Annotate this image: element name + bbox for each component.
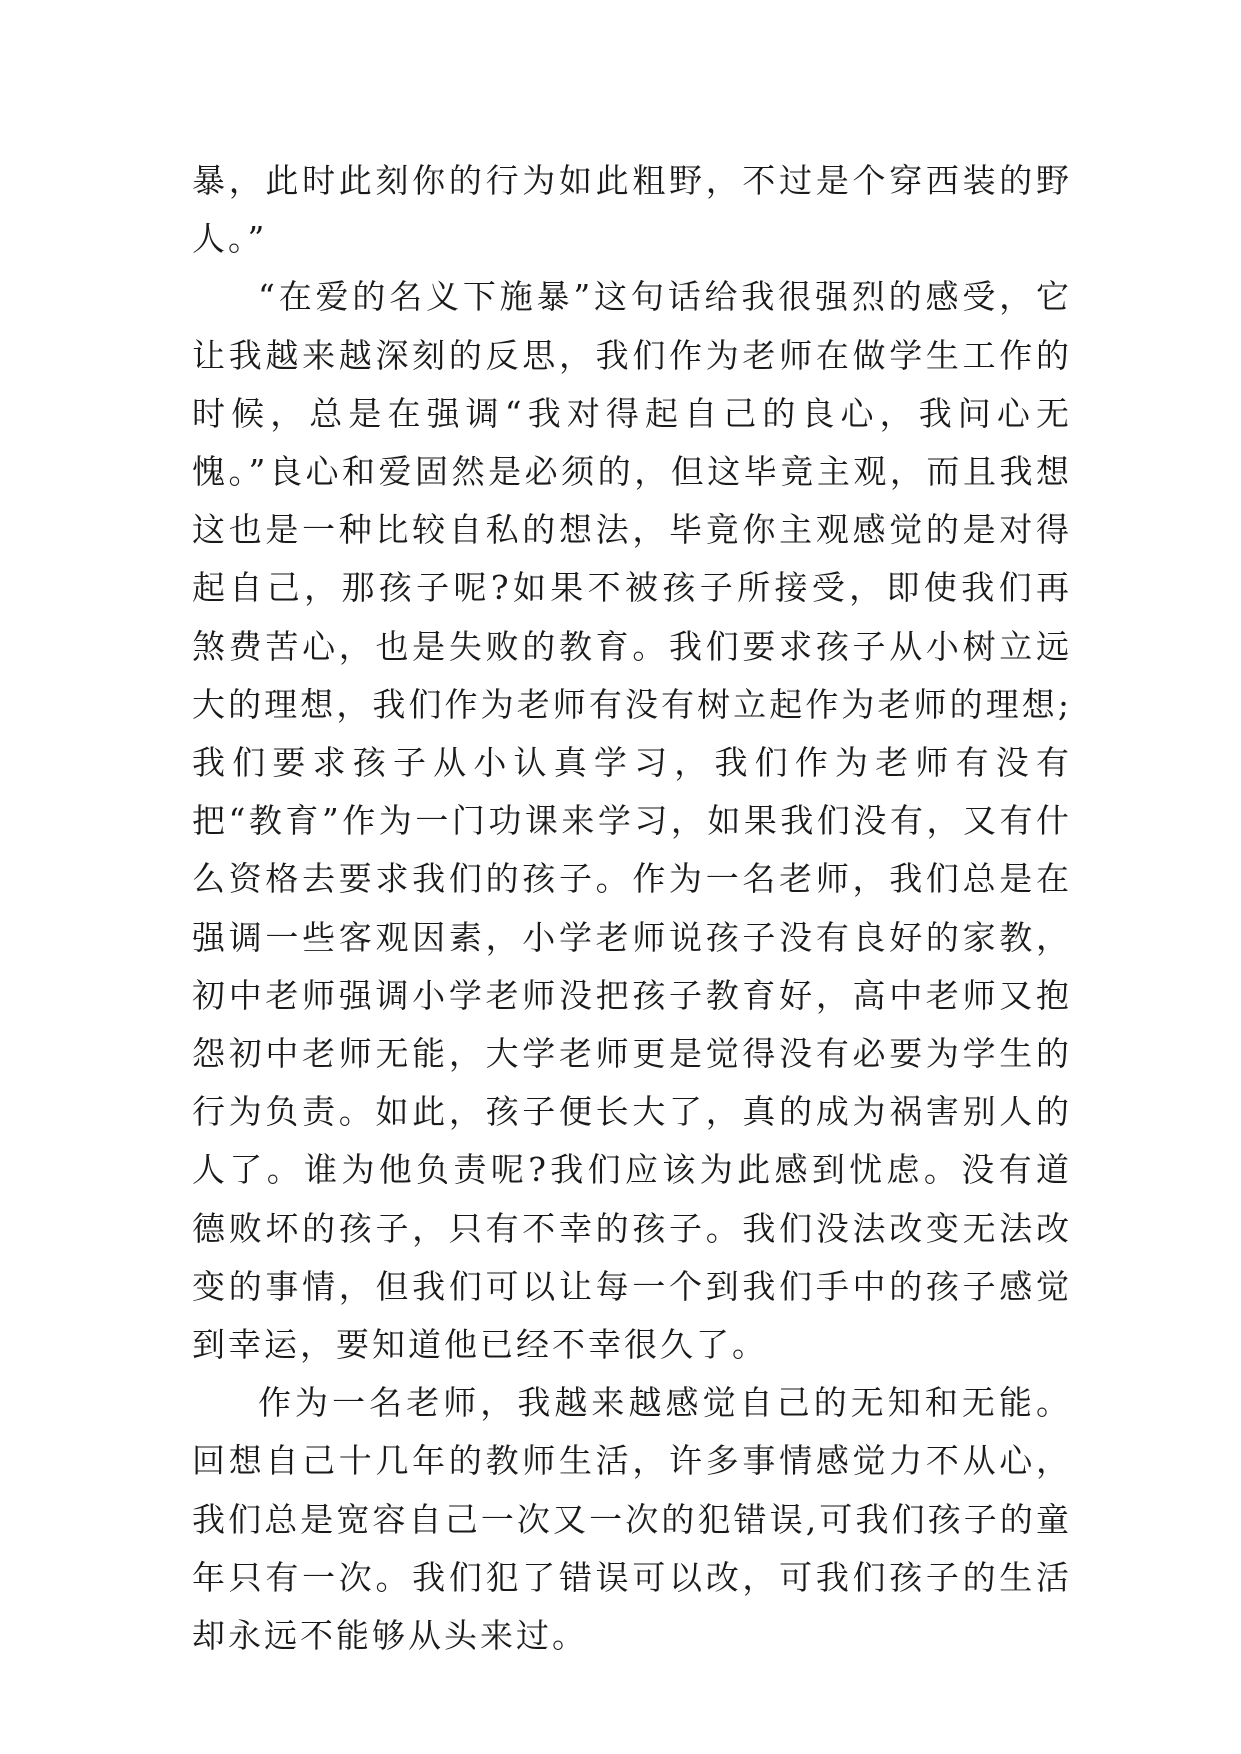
paragraph-love-name-violence: “在爱的名义下施暴”这句话给我很强烈的感受，它让我越来越深刻的反思，我们作为老师在做学生工作的时候，总是在强调“我对得起自己的良心，我问心无愧。”良心和爱固然是必须的，但这毕竟主观，而且我想这也是一种比较自私的想法，毕竟你主观感觉的是对得起自己，那孩子呢?如果不被孩子所接受，即使我们再煞费苦心，也是失败的教育。我们要求孩子从小树立远大的理想，我们作为老师有没有树立起作为老师的理想;我们要求孩子从小认真学习，我们作为老师有没有把“教育”作为一门功课来学习，如果我们没有，又有什么资格去要求我们的孩子。作为一名老师，我们总是在强调一些客观因素，小学老师说孩子没有良好的家教，初中老师强调小学老师没把孩子教育好，高中老师又抱怨初中老师无能，大学老师更是觉得没有必要为学生的行为负责。如此，孩子便长大了，真的成为祸害别人的人了。谁为他负责呢?我们应该为此感到忧虑。没有道德败坏的孩子，只有不幸的孩子。我们没法改变无法改变的事情，但我们可以让每一个到我们手中的孩子感觉到幸运，要知道他已经不幸很久了。	[192, 277, 1072, 1365]
paragraph-continuation: 暴，此时此刻你的行为如此粗野，不过是个穿西装的野人。”	[192, 161, 1072, 259]
paragraph-teacher-reflection: 作为一名老师，我越来越感觉自己的无知和无能。回想自己十几年的教师生活，许多事情感觉力不从心，我们总是宽容自己一次又一次的犯错误,可我们孩子的童年只有一次。我们犯了错误可以改，可我们孩子的生活却永远不能够从头来过。	[192, 1383, 1072, 1656]
document-body	[192, 152, 1072, 1665]
